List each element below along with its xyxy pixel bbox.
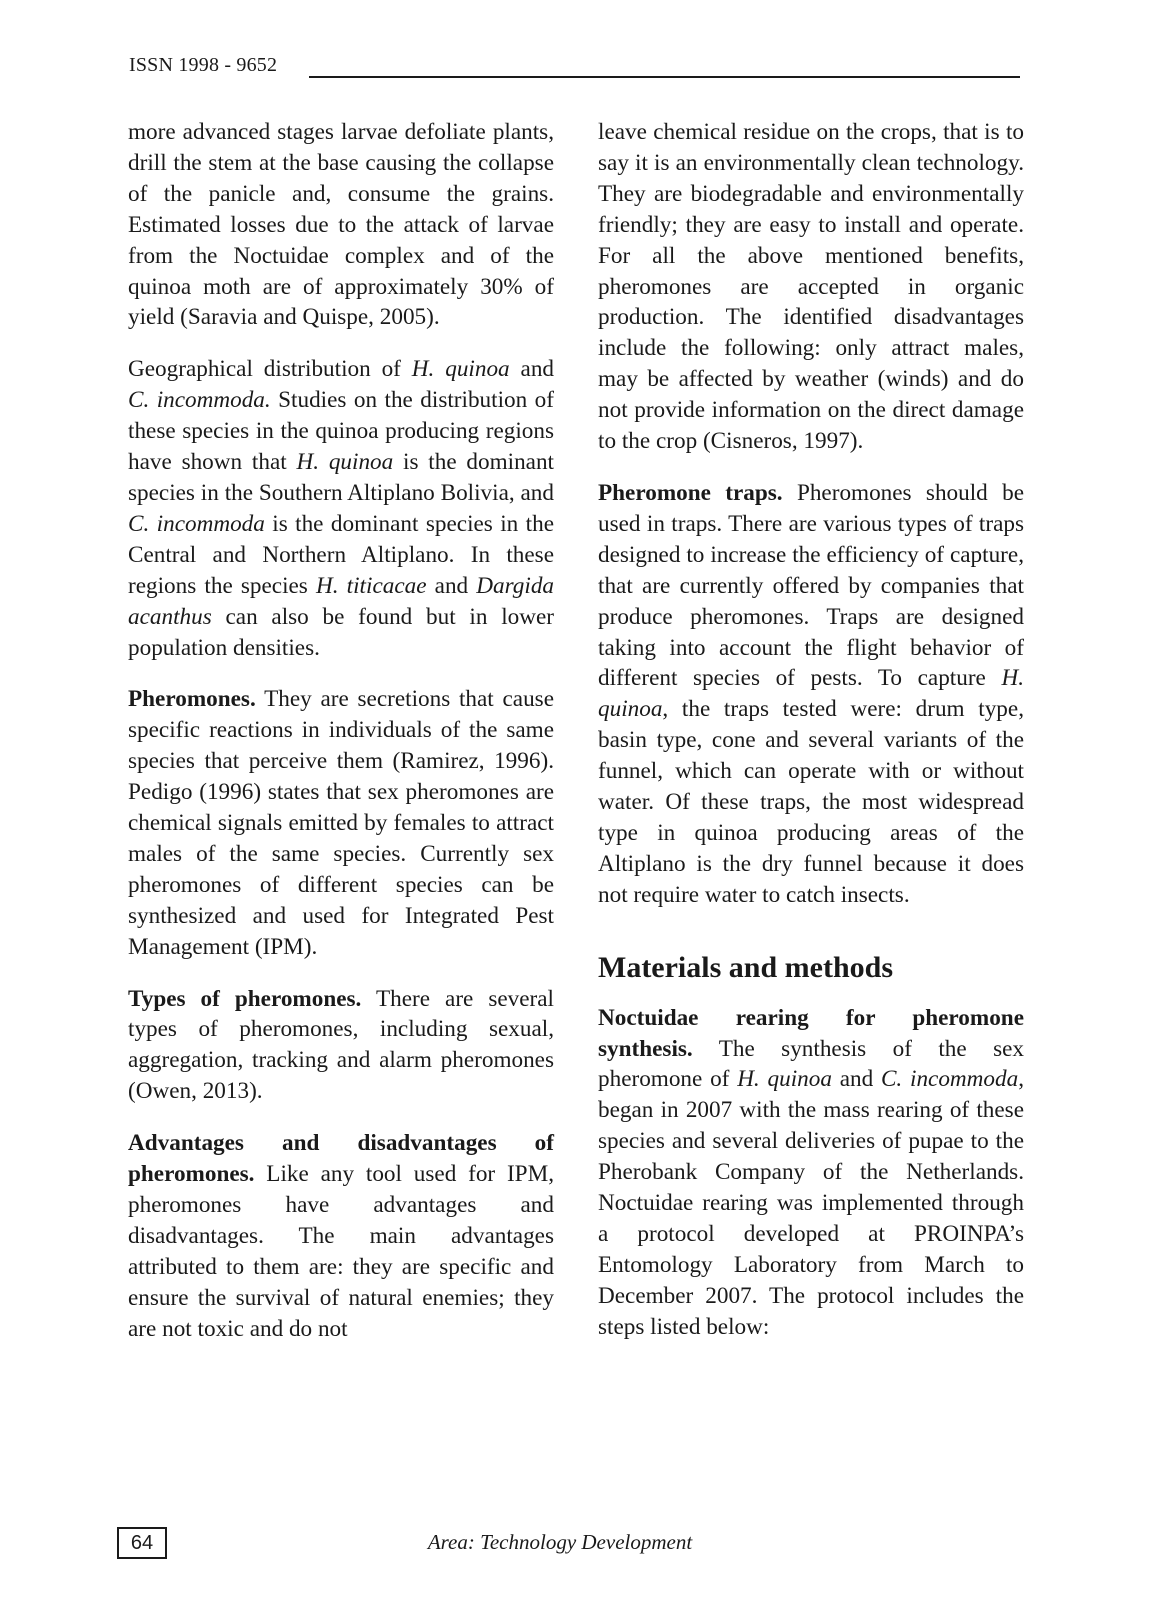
paragraph-benefits-disadvantages: leave chemical residue on the crops, that is to say it is an environmentally clean technology. They are biodegradable and environmentally friendly; they are easy to install and operate. For all the above mentioned benefits, pheromones are accepted in organic production. The identified disadvantages include the following: only attract males, may be affected by weather (winds) and do not provide information on the direct damage to the crop (Cisneros, 1997). [598, 119, 1024, 455]
paragraph-noctuidae-rearing [598, 1003, 1024, 1343]
text-run: , began in 2007 with the mass rearing of these species and several deliveries of pupae to the Pherobank Company of the Netherlands. Noctuidae rearing was implemented through a protocol developed at PROINPA’s Entomology Laboratory from March to December 2007. The protocol includes the steps listed below: [598, 1066, 1024, 1340]
text-run: Geographical distribution of [128, 356, 412, 383]
paragraph-advantages [128, 1128, 554, 1344]
species-name: C. incommoda [880, 1066, 1019, 1093]
header-rule [309, 76, 1020, 78]
section-heading-materials-methods: Materials and methods [598, 950, 893, 984]
issn-label: ISSN 1998 - 9652 [129, 54, 278, 76]
paragraph-losses: more advanced stages larvae defoliate plants, drill the stem at the base causing the collapse of the panicle and, consume the grains. Estimated losses due to the attack of larvae from the Noctuidae complex and of the quinoa moth are of approximately 30% of yield (Saravia and Quispe, 2005). [128, 119, 554, 331]
text-run: can also be found but in lower population densities. [128, 603, 554, 661]
text-run: and [426, 572, 477, 599]
left-column [128, 117, 554, 1366]
run-in-heading: Types of pheromones. [128, 985, 362, 1012]
run-in-heading: Advantages and disadvantages of pheromones. [128, 1130, 554, 1188]
right-column [598, 117, 1024, 1364]
species-name: H. quinoa [598, 665, 1024, 723]
text-run: is the dominant species in the Central and Northern Altiplano. In these regions the species [128, 510, 555, 599]
run-in-heading: Pheromones. [128, 686, 256, 713]
paragraph-types-of-pheromones [128, 984, 554, 1108]
text-run: Like any tool used for IPM, pheromones have advantages and disadvantages. The main advantages attributed to them are: they are specific and ensure the survival of natural enemies; they are not toxic and do not [128, 1161, 554, 1342]
species-name: Dargida acanthus [128, 572, 555, 630]
text-run: Studies on the distribution of these species in the quinoa producing regions have shown that [128, 387, 554, 476]
species-name: C. incommoda. [128, 387, 271, 414]
species-name: H. quinoa [737, 1066, 832, 1093]
text-run: , the traps tested were: drum type, basin type, cone and several variants of the funnel, which can operate with or without water. Of these traps, the most widespread type in quinoa producing areas of the Altiplano is the dry funnel because it does not require water to catch insects. [598, 696, 1024, 908]
species-name: H. titicacae [315, 572, 427, 599]
text-run: Pheromones should be used in traps. There are various types of traps designed to increase the efficiency of capture, that are currently offered by companies that produce pheromones. Traps are designed taking into account the flight behavior of different species of pests. To capture [598, 479, 1024, 692]
run-in-heading: Noctuidae rearing for pheromone synthesis. [598, 1004, 1024, 1062]
footer-area-label: Area: Technology Development [427, 1530, 693, 1554]
page-number-box: 64 [117, 1527, 167, 1559]
species-name: H. quinoa [411, 356, 510, 383]
run-in-heading: Pheromone traps. [598, 479, 783, 506]
paragraph-pheromone-traps [598, 478, 1024, 911]
text-run: and [831, 1066, 881, 1093]
paragraph-pheromones [128, 684, 554, 962]
text-run: The synthesis of the sex pheromone of [598, 1035, 1024, 1093]
species-name: H. quinoa [296, 449, 394, 476]
paragraph-geographical-distribution [128, 354, 554, 663]
page-header [129, 52, 1020, 80]
text-run: There are several types of pheromones, including sexual, aggregation, tracking and alarm pheromones (Owen, 2013). [128, 985, 554, 1105]
text-run: is the dominant species in the Southern Altiplano Bolivia, and [128, 449, 554, 506]
text-run: and [509, 356, 555, 383]
text-run: They are secretions that cause specific reactions in individuals of the same species that perceive them (Ramirez, 1996). Pedigo (1996) states that sex pheromones are chemical signals emitted by females to attract males of the same species. Currently sex pheromones of different species can be synthesized and used for Integrated Pest Management (IPM). [128, 686, 554, 960]
species-name: C. incommoda [128, 510, 265, 537]
